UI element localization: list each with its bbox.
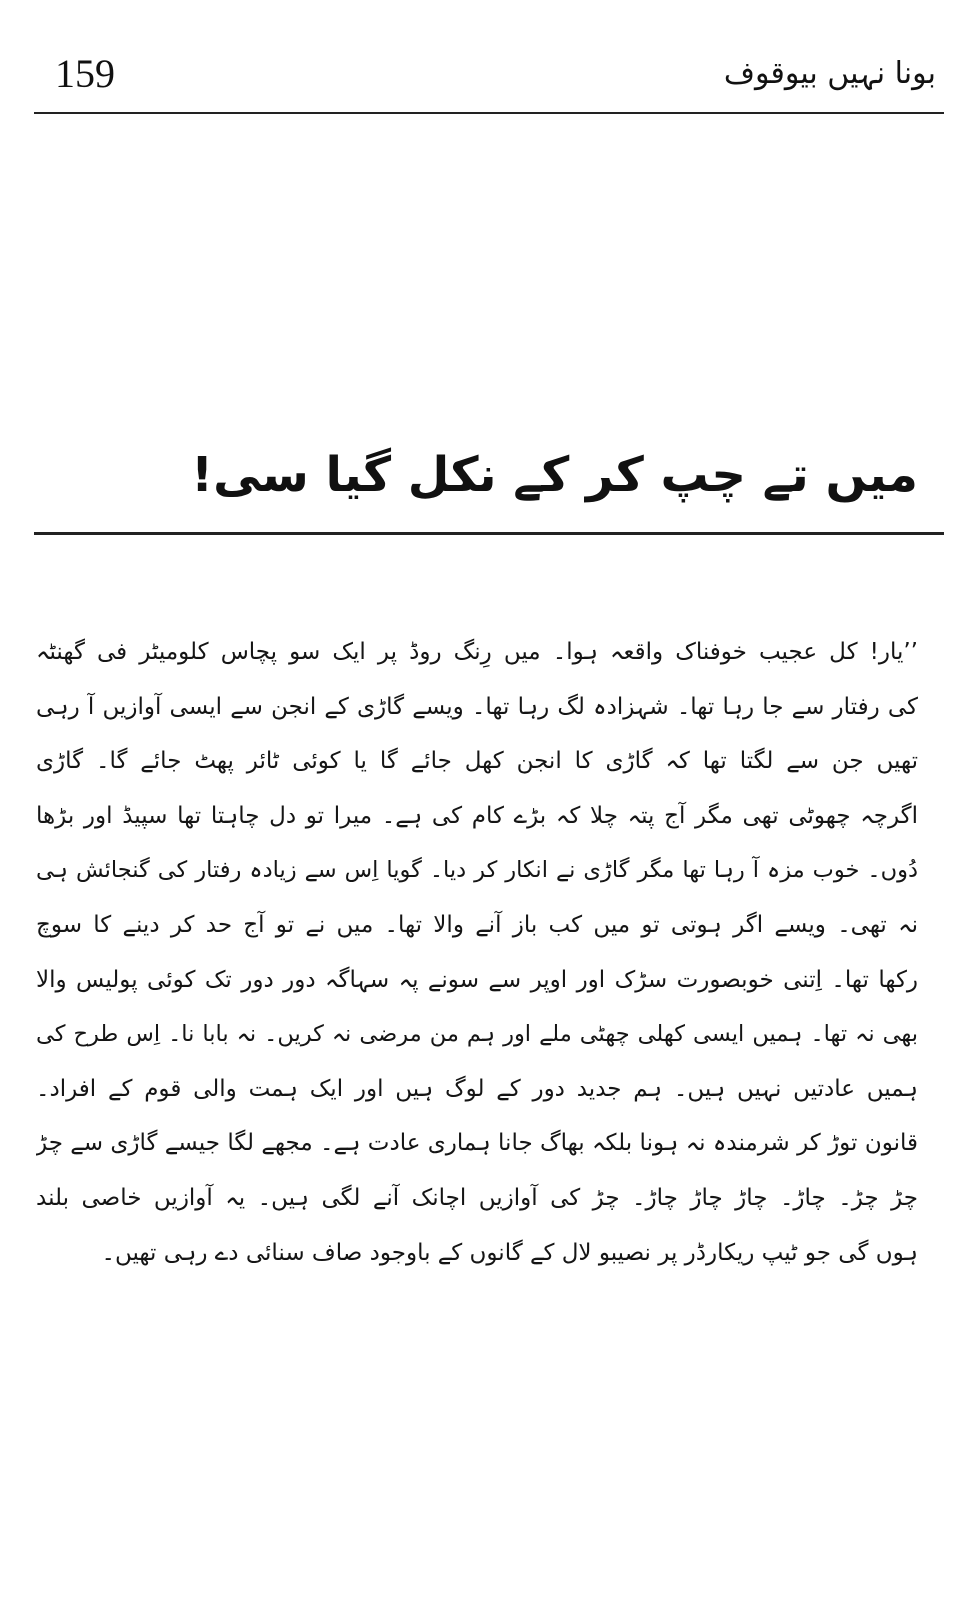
page-number: 159 xyxy=(55,51,115,96)
body-line: دُوں۔ خوب مزہ آ رہا تھا مگر گاڑی نے انکار کر دیا۔ گویا اِس سے زیادہ رفتار کی گنجائش ہی xyxy=(36,857,918,884)
body-line: تھیں جن سے لگتا تھا کہ گاڑی کا انجن کھل جائے گا یا کوئی ٹائر پھٹ جائے گا۔ گاڑی xyxy=(36,748,918,775)
page-header xyxy=(0,0,968,130)
body-text xyxy=(36,625,918,1280)
body-line: قانون توڑ کر شرمندہ نہ ہونا بلکہ بھاگ جانا ہماری عادت ہے۔ مجھے لگا جیسے گاڑی سے چڑ xyxy=(36,1130,918,1157)
header-divider xyxy=(34,112,944,114)
body-line: ہوں گی جو ٹیپ ریکارڈر پر نصیبو لال کے گانوں کے باوجود صاف سنائی دے رہی تھیں۔ xyxy=(101,1239,918,1266)
body-line: کی رفتار سے جا رہا تھا۔ شہزادہ لگ رہا تھا۔ ویسے گاڑی کے انجن سے ایسی آوازیں آ رہی xyxy=(36,693,918,720)
body-line: چڑ چڑ۔ چاڑ۔ چاڑ چاڑ چاڑ۔ چڑ کی آوازیں اچانک آنے لگی ہیں۔ یہ آوازیں خاصی بلند xyxy=(36,1184,918,1211)
body-line: ہمیں عادتیں نہیں ہیں۔ ہم جدید دور کے لوگ ہیں اور ایک ہمت والی قوم کے افراد۔ xyxy=(36,1075,918,1102)
body-line: اگرچہ چھوٹی تھی مگر آج پتہ چلا کہ بڑے کام کی ہے۔ میرا تو دل چاہتا تھا سپیڈ اور بڑھا xyxy=(36,802,918,829)
running-title: بونا نہیں بیوقوف xyxy=(723,56,936,91)
title-divider xyxy=(34,532,944,535)
body-line: ’’یار! کل عجیب خوفناک واقعہ ہوا۔ میں رِنگ روڈ پر ایک سو پچاس کلومیٹر فی گھنٹہ xyxy=(36,639,918,665)
body-line: نہ تھی۔ ویسے اگر ہوتی تو میں کب باز آنے والا تھا۔ میں نے تو آج حد کر دینے کا سوچ xyxy=(36,911,918,938)
body-line: بھی نہ تھا۔ ہمیں ایسی کھلی چھٹی ملے اور ہم من مرضی نہ کریں۔ نہ بابا نا۔ اِس طرح کی xyxy=(36,1021,918,1048)
chapter-title: میں تے چپ کر کے نکل گیا سی! xyxy=(191,447,918,503)
body-line: رکھا تھا۔ اِتنی خوبصورت سڑک اور اوپر سے سونے پہ سہاگہ دور دور تک کوئی پولیس والا xyxy=(36,966,918,993)
